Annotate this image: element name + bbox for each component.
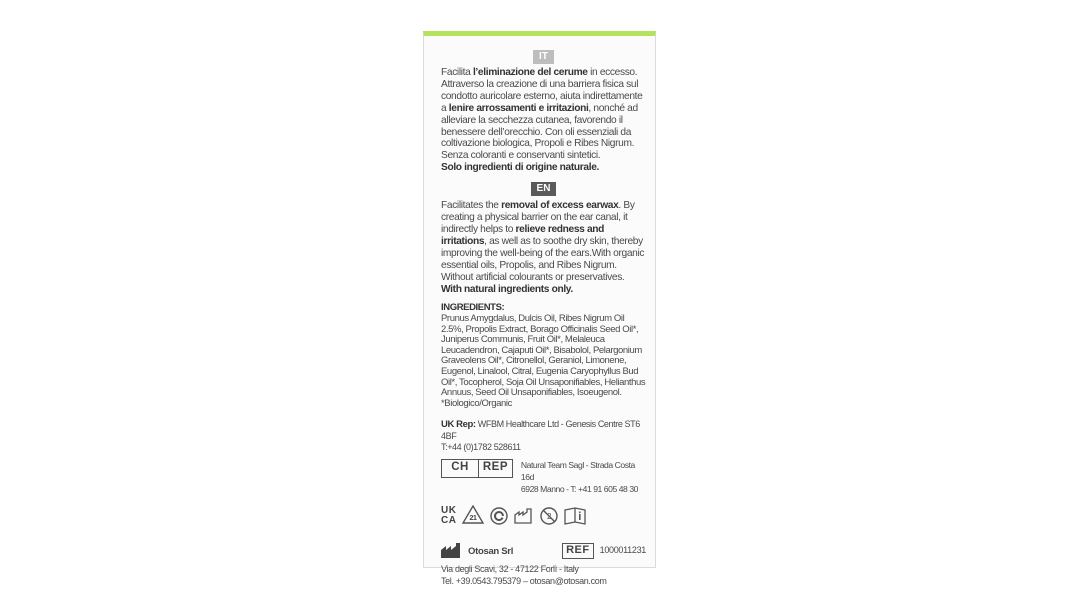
manufacturer-address-block (441, 563, 646, 587)
en-bold-2: relieve redness and irritations (441, 223, 605, 247)
recycle-pap-icon (462, 505, 484, 527)
description-it (441, 67, 646, 174)
en-bold-1: removal of excess earwax (501, 200, 619, 212)
en-text-3: , as well as to soothe dry skin, thereby improving the well-being of the ears.With organic essential oils, Propolis, and Ribes Nigrum. Without artificial colourants or preservatives. (441, 235, 645, 283)
ref-number: 1000011231 (599, 544, 646, 555)
ch-rep-rep: REP (482, 461, 509, 474)
ch-rep-address (521, 459, 646, 495)
ref-block (562, 543, 646, 559)
manufacturer-row (441, 543, 646, 559)
uk-rep-block (441, 419, 646, 454)
description-en (441, 200, 646, 295)
ch-rep-badge (441, 459, 513, 478)
green-dot-icon (490, 507, 508, 525)
it-text-1: Facilita (441, 67, 473, 78)
ch-rep-row (441, 459, 646, 495)
ukca-mark-icon (441, 506, 456, 526)
box-text-content (441, 50, 646, 587)
it-bold-3: Solo ingredienti di origine naturale. (441, 162, 599, 174)
ingredients-list: Prunus Amygdalus, Dulcis Oil, Ribes Nigrum Oil 2.5%, Propolis Extract, Borago Officinalis Seed Oil*, Juniperus Communis, Fruit Oil*, Melaleuca Leucadendron, Cajaputi Oil*, Bisabolol, Pelargonium Graveolens Oil*, Citronellol, Geraniol, Limonene, Eugenol, Linalool, Citral, Eugenia Caryophyllus Bud Oil*, Tocopherol, Soja Oil Unsaponifiables, Helianthus Annuus, Seed Oil Unsaponifiables, Isoeugenol. *Biologico/Organic (441, 313, 646, 409)
manufacture-date-icon (514, 508, 534, 524)
en-text-1: Facilitates the (441, 200, 502, 212)
regulatory-symbols (441, 505, 646, 527)
ingredients-block (441, 303, 646, 409)
manufacturer-address: Via degli Scavi, 32 - 47122 Forlì - Italy (441, 563, 579, 574)
svg-text:2: 2 (547, 511, 552, 521)
it-bold-2: lenire arrossamenti e irritazioni (448, 102, 589, 114)
en-tag-wrap (441, 182, 646, 196)
en-text-2: . By creating a physical barrier on the ear canal, it indirectly helps to (441, 200, 635, 235)
manufacturer-contact: Tel. +39.0543.795379 – otosan@otosan.com (441, 575, 607, 586)
manufacturer (441, 543, 513, 558)
it-bold-1: l’eliminazione del cerume (472, 67, 588, 78)
ref-label: REF (562, 543, 594, 559)
product-box-back (423, 31, 656, 586)
ch-rep-line2: 6928 Manno - T: +41 91 605 48 30 (520, 483, 638, 494)
ukca-top: UK (441, 504, 457, 516)
uk-rep-label: UK Rep: (441, 419, 476, 431)
it-text-3: , nonché ad alleviare la secchezza cutanea, favorendo il benessere dell’orecchio. Con oli essenziali da coltivazione biologica, Propoli e Ribes Nigrum. Senza coloranti e conservanti sintetici. (441, 102, 638, 162)
pap-number: 21 (469, 514, 477, 522)
it-tag-wrap (441, 50, 646, 64)
manufacturer-icon (441, 543, 465, 558)
do-not-reuse-icon (540, 507, 558, 525)
en-bold-3: With natural ingredients only. (441, 283, 573, 295)
it-text-2: in eccesso. Attraverso la creazione di una barriera fisica sul condotto auricolare esterno, aiuta indirettamente a (441, 67, 643, 114)
ingredients-heading: INGREDIENTS: (441, 302, 505, 314)
lang-tag-en: EN (531, 182, 557, 196)
ukca-bottom: CA (441, 514, 457, 526)
consult-instructions-icon (564, 507, 586, 525)
lang-tag-it: IT (533, 50, 554, 64)
uk-rep-phone: T:+44 (0)1782 528611 (441, 442, 521, 453)
ch-rep-line1: Natural Team Sagl - Strada Costa 16d (520, 459, 635, 482)
manufacturer-name: Otosan Srl (468, 546, 514, 558)
ch-rep-ch: CH (442, 460, 479, 477)
uk-rep-text: WFBM Healthcare Ltd - Genesis Centre ST6 4BF (441, 419, 640, 441)
